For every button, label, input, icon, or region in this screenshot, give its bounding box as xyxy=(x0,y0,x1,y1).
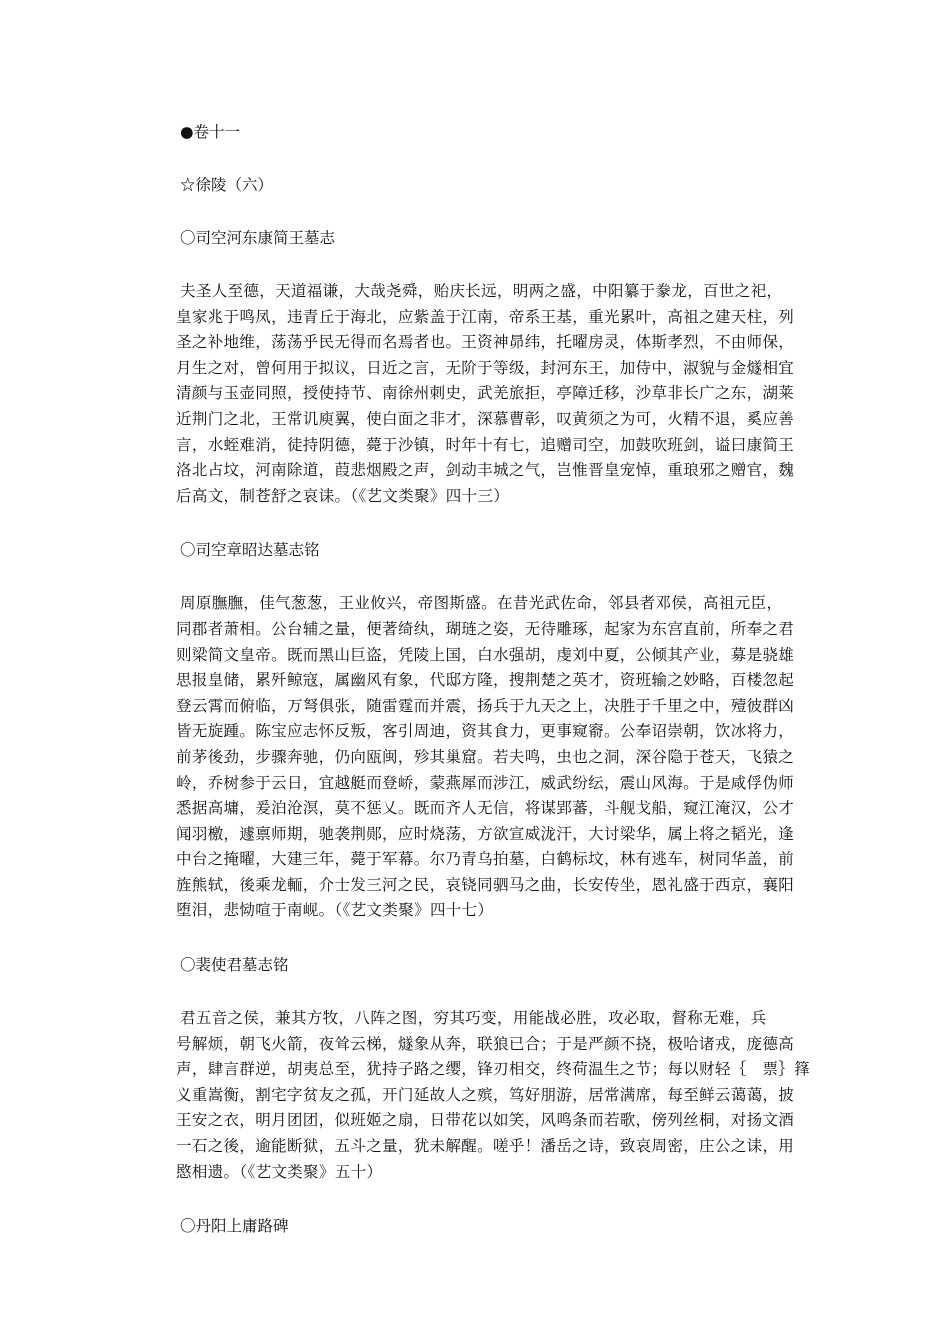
text-line: 皇家兆于鸣凤，违青丘于海北，应紫盖于江南，帝系王基，重光累叶，高祖之建天柱，列 xyxy=(176,307,795,326)
text-line: 悉据高墉，爰泊沧溟，莫不惩乂。既而齐人无信，将谋郢蕃，斗舰戈船，窥江淹汉，公才 xyxy=(176,799,795,818)
section-title: 〇裴使君墓志铭 xyxy=(180,956,289,975)
text-line: 中台之掩曜，大建三年，薨于军幕。尔乃青乌拍墓，白鹤标坟，林有逃车，树同华盖，前 xyxy=(176,850,795,869)
text-line: 登云霄而俯临，万弩俱张，随雷霆而并震，扬兵于九天之上，决胜于千里之中，殪彼群凶 xyxy=(176,696,795,715)
text-line: 君五音之侯，兼其方牧，八阵之图，穷其巧变，用能战必胜，攻必取，督称无难，兵 xyxy=(180,1009,767,1028)
text-line: 同郡者萧相。公台辅之量，便著绮纨，瑚琏之姿，无待雕琢，起家为东宫直前，所奉之君 xyxy=(176,619,795,638)
document-content xyxy=(176,118,820,1240)
text-line: 堕泪，悲恸喧于南岘。（《艺文类聚》四十七） xyxy=(176,901,494,920)
text-line: 义重嵩衡，割宅字贫友之孤，开门延故人之殡，笃好朋游，居常满席，每至鲜云蔼蔼，披 xyxy=(176,1085,795,1104)
text-line: 月生之对，曾何用于拟议，日近之言，无阶于等级，封河东王，加侍中，淑貌与金燧相宜 xyxy=(176,358,795,377)
text-line: 声，肆言群逆，胡夷总至，犹持子路之缨，锋刃相交，终荷温生之节；每以财轻｛ 票｝箨 xyxy=(176,1060,811,1079)
text-line: 夫圣人至德，天道福谦，大哉尧舜，贻庆长远，明两之盛，中阳纂于豢龙，百世之祀， xyxy=(180,282,783,300)
text-line: 旌熊轼，後乘龙輀，介士发三河之民，哀铙同驷马之曲，长安传坐，恩礼盛于西京，襄阳 xyxy=(176,875,795,894)
section-title: 〇司空河东康简王墓志 xyxy=(180,229,336,247)
text-line: 洛北占坟，河南除道，葭悲烟殿之声，剑动丰城之气，岂惟晋皇宠悼，重琅邪之赠官，魏 xyxy=(176,461,795,480)
text-line: 一石之後，逾能断狱，五斗之量，犹未解醒。嗟乎！潘岳之诗，致哀周密，庄公之诔，用 xyxy=(176,1137,795,1156)
text-line: 后高文，制苍舒之哀诔。（《艺文类聚》四十三） xyxy=(176,486,510,505)
section-body xyxy=(176,1006,820,1185)
text-line: 愍相遗。（《艺文类聚》五十） xyxy=(176,1162,383,1181)
section-body xyxy=(176,591,820,924)
section-title: 〇丹阳上庸路碑 xyxy=(180,1217,289,1236)
text-line: 闻羽檄，遽禀师期，驰袭荆郧，应时烧荡，方欲宣威泷汗，大讨梁华，属上将之韬光，逢 xyxy=(176,824,795,843)
text-line: 王安之衣，明月团团，似班姬之扇，日带花以如笑，风鸣条而若歌，傍列丝桐，对扬文酒 xyxy=(176,1111,795,1130)
text-line: 近荆门之北，王常讥庾翼，使白面之非才，深慕曹彰，叹黄须之为可，火精不退，奚应善 xyxy=(176,409,795,428)
text-line: 岭，乔树参于云日，宜越艇而登峤，蒙燕犀而涉江，威武纷纭，震山风海。于是咸俘伪师 xyxy=(176,773,795,792)
text-line: 言，水蛭难消，徒持阴德，薨于沙镇，时年十有七，追赠司空，加鼓吹班剑，谥曰康简王 xyxy=(176,435,795,454)
text-line: 号解烦，朝飞火箭，夜耸云梯，燧象从奔，联狼已合；于是严颜不挠，极哈诸戎，庞德高 xyxy=(176,1034,795,1053)
volume-title: ●卷十一 xyxy=(180,123,241,141)
text-line: 前茅後劲，步骤奔驰，仍向瓯闽，殄其巢窟。若夫鸣，虫也之洞，深谷隐于苍天，飞猿之 xyxy=(176,747,795,766)
text-line: 清颜与玉壶同照，授使持节、南徐州刺史，武羌旅拒，亭障迁移，沙草非长广之东，湖莱 xyxy=(176,384,795,403)
text-line: 思报皇储，累歼鲸寇，属幽风有象，代邸方隆，搜荆楚之英才，资班输之妙略，百楼忽起 xyxy=(176,671,795,690)
section-body xyxy=(176,279,820,509)
text-line: 皆无旋踵。陈宝应志怀反叛，客引周迪，资其食力，更事窥窬。公奉诏崇朝，饮冰将力， xyxy=(176,722,795,741)
author-title: ☆徐陵（六） xyxy=(180,176,274,194)
section-title: 〇司空章昭达墓志铭 xyxy=(180,541,320,560)
text-line: 则梁简文皇帝。既而黑山巨盗，凭陵上国，白水强胡，虔刘中夏，公倾其产业，募是骁雄 xyxy=(176,645,795,664)
text-line: 圣之补地维，荡荡乎民无得而名焉者也。王资神昴纬，托曜房灵，体斯孝烈，不由师保， xyxy=(176,333,795,352)
text-line: 周原膴膴，佳气葱葱，王业攸兴，帝图斯盛。在昔光武佐命，邻县者邓侯，高祖元臣， xyxy=(180,594,783,613)
